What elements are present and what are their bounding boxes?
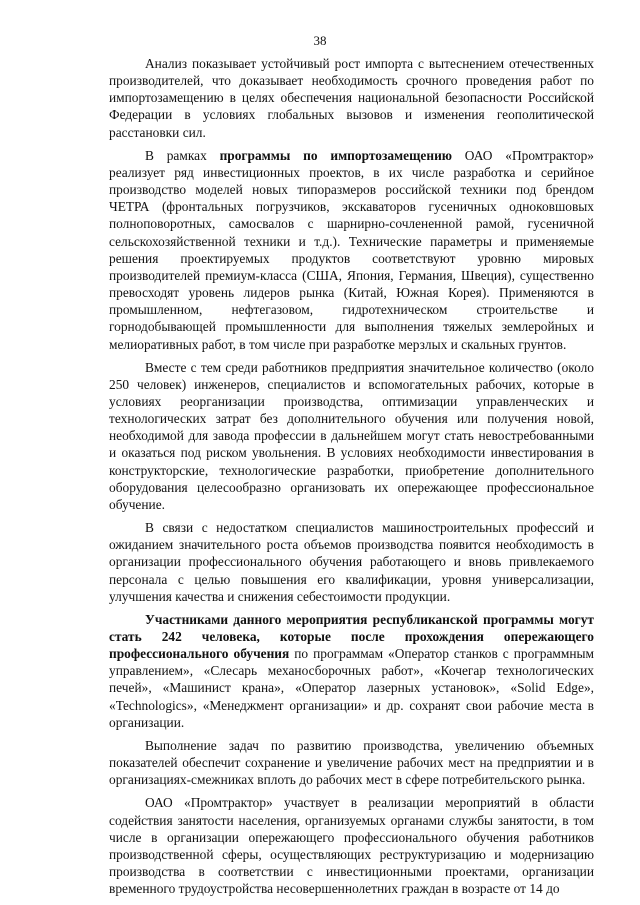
paragraph-import-analysis: Анализ показывает устойчивый рост импорта с вытеснением отечественных производителей, что доказывает необходимость срочного проведения работ по импортозамещению в целях обеспечения национальной безопасности Российской Федерации в условиях глобальных вызовов и изменения геополитической расстановки сил. (109, 56, 594, 140)
paragraph-production-growth: Выполнение задач по развитию производства, увеличению объемных показателей обеспечит сохранение и увеличение рабочих мест на предприятии и в организациях-смежниках вплоть до рабочих мест в сфере потребительского рынка. (109, 737, 594, 788)
body-text (109, 55, 594, 897)
paragraph-employment-measures: ОАО «Промтрактор» участвует в реализации мероприятий в области содействия занятости населения, организуемых органами службы занятости, в том числе в организации опережающего профессионального обучения работников производственной сферы, осуществляющих реструктуризацию и модернизацию производства в соответствии с инвестиционными проектами, организации временного трудоустройства несовершеннолетних граждан в возрасте от 14 до (109, 795, 594, 897)
emphasis-import-substitution: программы по импортозамещению (219, 147, 453, 163)
paragraph-specialist-shortage: В связи с недостатком специалистов машиностроительных профессий и ожиданием значительного роста объемов производства появится необходимость в организации профессионального обучения работающего и вновь привлекаемого персонала с целью повышения его квалификации, уровня универсализации, улучшения качества и снижения себестоимости продукции. (109, 520, 594, 604)
page-number: 38 (313, 33, 327, 48)
paragraph-workforce-risk: Вместе с тем среди работников предприятия значительное количество (около 250 человек) инженеров, специалистов и вспомогательных рабочих, которые в условиях реорганизации производства, оптимизации управленческих и технологических затрат без дополнительного обучения или получения новой, необходимой для завода профессии в дальнейшем могут стать невостребованными и оказаться под риском увольнения. В условиях необходимости инвестирования в конструкторские, технологические разработки, приобретение дополнительного оборудования целесообразно организовать их опережающее профессиональное обучение. (109, 359, 594, 512)
paragraph-body-text: ОАО «Промтрактор» реализует ряд инвестиционных проектов, в их числе разработка и серийное производство моделей новых типоразмеров российской техники под брендом ЧЕТРА (фронтальных погрузчиков, экскаваторов гусеничных одноковшовых полноповоротных, самосвалов с шарнирно-сочлененной рамой, гусеничной сельскохозяйственной техники и т.д.). Технические параметры и применяемые решения проектируемых продуктов соответствуют уровню мировых производителей премиум-класса (США, Япония, Германия, Швеция), существенно превосходят уровень лидеров рынка (Китай, Южная Корея). Применяются в промышленном, нефтегазовом, гидротехническом строительстве и горнодобывающей промышленности для выполнения тяжелых землеройных и мелиоративных работ, в том числе при разработке мерзлых и скальных грунтов. (109, 147, 594, 352)
paragraph-program-participants (109, 611, 594, 731)
emphasis-participants: Участниками данного мероприятия республиканской программы могут стать 242 человека, которые после прохождения опережающего профессионального обучения (109, 611, 594, 662)
paragraph-body-text: по программам «Оператор станков с программным управлением», «Слесарь механосборочных работ», «Кочегар технологических печей», «Машинист крана», «Оператор лазерных установок», «Solid Edge», «Technologics», «Менеджмент организации» и др. сохранят свои рабочие места в организации. (109, 646, 594, 730)
paragraph-intro-text: В рамках (145, 147, 220, 163)
paragraph-import-substitution-program (109, 147, 594, 353)
